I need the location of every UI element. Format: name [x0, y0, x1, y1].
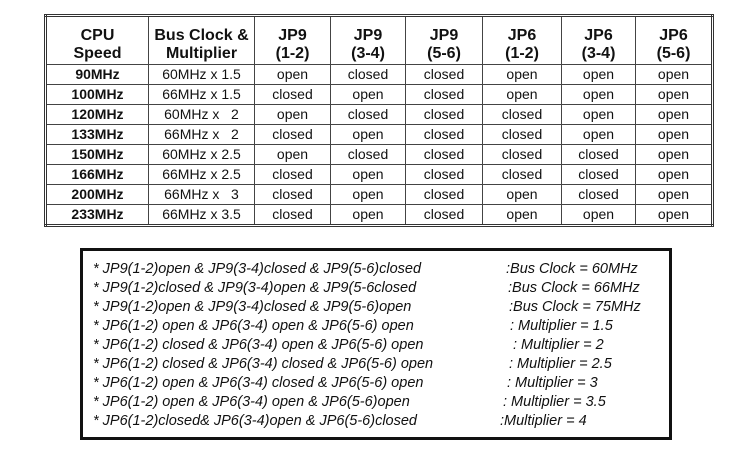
jumper-state-cell: closed: [483, 165, 562, 185]
column-header-line: (1-2): [505, 45, 539, 62]
cpu-speed-cell: 200MHz: [46, 185, 149, 205]
column-header-line: Multiplier: [165, 45, 238, 62]
column-header: [331, 16, 406, 65]
note-condition: * JP9(1-2)open & JP9(3-4)closed & JP9(5-6)closed: [93, 261, 422, 277]
jumper-state-cell: closed: [406, 65, 483, 85]
bus-multiplier-cell: 60MHz x 2: [149, 105, 255, 125]
jumper-state-cell: open: [483, 205, 562, 226]
jumper-state-cell: open: [255, 65, 331, 85]
cpu-speed-cell: 166MHz: [46, 165, 149, 185]
jumper-state-cell: closed: [406, 165, 483, 185]
jumper-state-cell: closed: [255, 185, 331, 205]
note-condition: * JP9(1-2)open & JP9(3-4)closed & JP9(5-6)open: [93, 299, 412, 315]
jumper-state-cell: closed: [406, 125, 483, 145]
note-condition: * JP9(1-2)closed & JP9(3-4)open & JP9(5-6closed: [93, 280, 417, 296]
table-row: [46, 105, 713, 125]
jumper-notes-box: [80, 248, 672, 440]
table-row: [46, 165, 713, 185]
jumper-state-cell: open: [331, 205, 406, 226]
note-result: :Multiplier = 4: [500, 413, 587, 429]
jumper-state-cell: closed: [331, 65, 406, 85]
column-header: [636, 16, 713, 65]
column-header-line: JP9: [429, 27, 459, 44]
note-condition: * JP6(1-2) open & JP6(3-4) open & JP6(5-6)open: [93, 394, 410, 410]
jumper-state-cell: closed: [483, 125, 562, 145]
column-header: [149, 16, 255, 65]
jumper-state-cell: open: [331, 185, 406, 205]
jumper-state-cell: closed: [255, 125, 331, 145]
jumper-state-cell: closed: [562, 165, 636, 185]
cpu-speed-cell: 100MHz: [46, 85, 149, 105]
column-header-line: Speed: [73, 45, 122, 62]
jumper-state-cell: open: [331, 165, 406, 185]
column-header: [406, 16, 483, 65]
bus-multiplier-cell: 66MHz x 1.5: [149, 85, 255, 105]
jumper-state-cell: open: [636, 125, 713, 145]
jumper-state-cell: closed: [255, 85, 331, 105]
bus-multiplier-cell: 66MHz x 2.5: [149, 165, 255, 185]
column-header-line: (5-6): [427, 45, 461, 62]
column-header-line: (5-6): [656, 45, 691, 62]
note-result: :Bus Clock = 66MHz: [508, 280, 640, 296]
jumper-state-cell: closed: [483, 105, 562, 125]
jumper-state-cell: open: [636, 165, 713, 185]
jumper-state-cell: open: [636, 145, 713, 165]
column-header: [562, 16, 636, 65]
jumper-state-cell: closed: [406, 145, 483, 165]
cpu-speed-cell: 133MHz: [46, 125, 149, 145]
jumper-state-cell: open: [483, 85, 562, 105]
jumper-state-cell: closed: [406, 205, 483, 226]
column-header-line: (3-4): [581, 45, 616, 62]
table-row: [46, 65, 713, 85]
cpu-speed-cell: 150MHz: [46, 145, 149, 165]
bus-multiplier-cell: 60MHz x 2.5: [149, 145, 255, 165]
jumper-state-cell: open: [562, 65, 636, 85]
note-result: : Multiplier = 2: [513, 337, 604, 353]
jumper-state-cell: open: [636, 185, 713, 205]
cpu-speed-cell: 120MHz: [46, 105, 149, 125]
table-row: [46, 205, 713, 226]
jumper-state-cell: closed: [483, 145, 562, 165]
table-row: [46, 185, 713, 205]
bus-multiplier-cell: 66MHz x 3.5: [149, 205, 255, 226]
column-header-line: JP9: [278, 27, 307, 44]
column-header-line: (3-4): [351, 45, 385, 62]
table-row: [46, 85, 713, 105]
jumper-settings-table: [44, 14, 714, 227]
jumper-state-cell: open: [483, 185, 562, 205]
jumper-state-cell: open: [636, 105, 713, 125]
jumper-state-cell: open: [636, 205, 713, 226]
bus-multiplier-cell: 60MHz x 1.5: [149, 65, 255, 85]
jumper-state-cell: closed: [406, 185, 483, 205]
table-row: [46, 145, 713, 165]
column-header-line: JP6: [507, 27, 537, 44]
note-result: :Bus Clock = 60MHz: [506, 261, 638, 277]
column-header-line: JP6: [584, 27, 613, 44]
jumper-state-cell: open: [636, 85, 713, 105]
jumper-state-cell: closed: [562, 145, 636, 165]
note-condition: * JP6(1-2) closed & JP6(3-4) closed & JP6(5-6) open: [93, 356, 434, 372]
jumper-state-cell: closed: [331, 145, 406, 165]
jumper-state-cell: open: [562, 105, 636, 125]
jumper-state-cell: closed: [406, 105, 483, 125]
bus-multiplier-cell: 66MHz x 3: [149, 185, 255, 205]
note-condition: * JP6(1-2) closed & JP6(3-4) open & JP6(5-6) open: [93, 337, 424, 353]
column-header-line: JP9: [353, 27, 383, 44]
bus-multiplier-cell: 66MHz x 2: [149, 125, 255, 145]
note-condition: * JP6(1-2) open & JP6(3-4) closed & JP6(5-6) open: [93, 375, 424, 391]
jumper-state-cell: closed: [255, 205, 331, 226]
jumper-state-cell: closed: [562, 185, 636, 205]
note-result: : Multiplier = 2.5: [509, 356, 612, 372]
note-condition: * JP6(1-2) open & JP6(3-4) open & JP6(5-6) open: [93, 318, 414, 334]
column-header-line: Bus Clock &: [154, 27, 249, 44]
cpu-speed-cell: 233MHz: [46, 205, 149, 226]
jumper-state-cell: open: [562, 205, 636, 226]
jumper-state-cell: open: [331, 125, 406, 145]
jumper-state-cell: closed: [331, 105, 406, 125]
note-condition: * JP6(1-2)closed& JP6(3-4)open & JP6(5-6)closed: [93, 413, 417, 429]
note-result: : Multiplier = 1.5: [510, 318, 613, 334]
column-header: [255, 16, 331, 65]
column-header-line: (1-2): [275, 45, 310, 62]
column-header: [483, 16, 562, 65]
jumper-state-cell: open: [331, 85, 406, 105]
table-row: [46, 125, 713, 145]
jumper-state-cell: open: [636, 65, 713, 85]
jumper-state-cell: open: [255, 145, 331, 165]
jumper-state-cell: open: [562, 85, 636, 105]
cpu-speed-cell: 90MHz: [46, 65, 149, 85]
column-header: [46, 16, 149, 65]
jumper-state-cell: closed: [255, 165, 331, 185]
jumper-state-cell: open: [562, 125, 636, 145]
column-header-line: JP6: [659, 27, 688, 44]
jumper-state-cell: open: [483, 65, 562, 85]
jumper-state-cell: open: [255, 105, 331, 125]
note-result: : Multiplier = 3: [507, 375, 598, 391]
note-result: :Bus Clock = 75MHz: [509, 299, 641, 315]
jumper-state-cell: closed: [406, 85, 483, 105]
note-result: : Multiplier = 3.5: [503, 394, 606, 410]
column-header-line: CPU: [80, 27, 115, 44]
